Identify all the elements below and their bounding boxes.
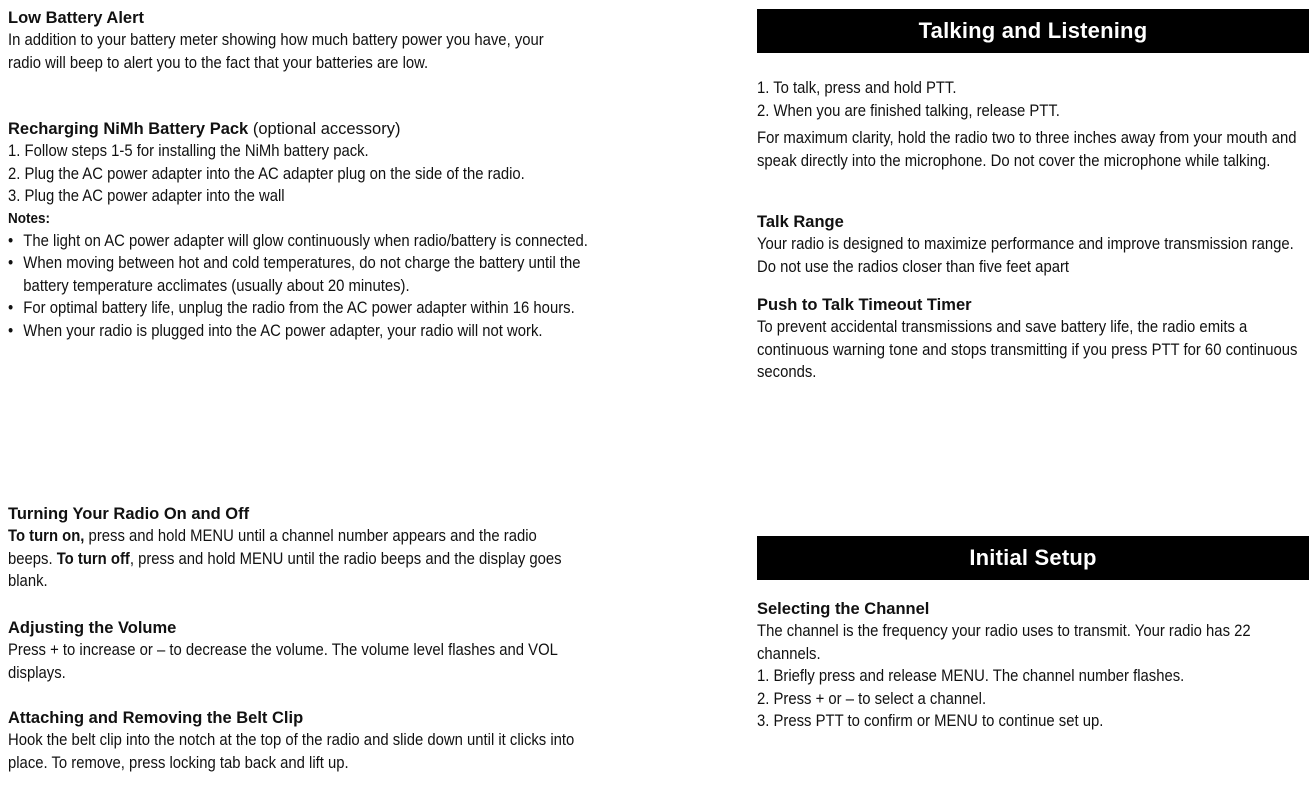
selecting-channel-heading: Selecting the Channel	[757, 600, 930, 618]
talking-step: 2. When you are finished talking, release PTT.	[757, 101, 1060, 120]
volume-heading: Adjusting the Volume	[8, 619, 177, 637]
ptt-timer-text: To prevent accidental transmissions and save battery life, the radio emits a continuous warning tone and stops transmitting if you press PTT for 60 continuous seconds.	[757, 318, 1298, 381]
talking-bar	[757, 9, 1309, 53]
recharging-step: 3. Plug the AC power adapter into the wall	[8, 187, 285, 205]
talking-section	[757, 77, 1309, 172]
recharging-section	[8, 119, 588, 342]
recharging-step: 1. Follow steps 1-5 for installing the NiMh battery pack.	[8, 142, 369, 160]
talk-range-text: Your radio is designed to maximize performance and improve transmission range. Do not use the radios closer than five feet apart	[757, 235, 1294, 276]
channel-step: 2. Press + or – to select a channel.	[757, 689, 987, 708]
note-item: • When your radio is plugged into the AC power adapter, your radio will not work.	[8, 320, 593, 343]
recharging-title: Recharging NiMh Battery Pack	[8, 120, 249, 138]
talking-section-title: Talking and Listening	[757, 9, 1309, 53]
belt-clip-section	[8, 708, 578, 774]
channel-step: 3. Press PTT to confirm or MENU to continue set up.	[757, 712, 1104, 730]
notes-list	[8, 230, 588, 343]
note-item: • The light on AC power adapter will glow continuously when radio/battery is connected.	[8, 230, 593, 253]
talking-steps	[757, 77, 1309, 122]
selecting-channel-text: The channel is the frequency your radio uses to transmit. Your radio has 22 channels.	[757, 622, 1251, 663]
recharging-title-suffix: (optional accessory)	[248, 120, 401, 138]
low-battery-text: In addition to your battery meter showing how much battery power you have, your radio will beep to alert you to the fact that your batteries are low.	[8, 31, 544, 72]
low-battery-section	[8, 8, 578, 74]
initial-setup-title: Initial Setup	[757, 536, 1309, 580]
belt-clip-heading: Attaching and Removing the Belt Clip	[8, 709, 304, 727]
recharging-heading	[8, 119, 578, 140]
note-item: • For optimal battery life, unplug the radio from the AC power adapter within 16 hours.	[8, 297, 593, 320]
initial-setup-bar	[757, 536, 1309, 580]
recharging-steps	[8, 140, 578, 208]
low-battery-heading: Low Battery Alert	[8, 9, 144, 27]
ptt-timer-section	[757, 295, 1309, 384]
notes-label: Notes:	[8, 209, 51, 227]
note-item: • When moving between hot and cold temperatures, do not charge the battery until the battery temperature acclimates (usually about 20 minutes).	[8, 252, 593, 297]
turning-on-off-section	[8, 504, 578, 593]
channel-steps	[757, 665, 1309, 733]
turning-on-off-text: To turn on, press and hold MENU until a channel number appears and the radio beeps. To turn off, press and hold MENU until the radio beeps and the display goes blank.	[8, 527, 562, 590]
talk-range-section	[757, 212, 1309, 278]
volume-section	[8, 618, 578, 684]
volume-text: Press + to increase or – to decrease the volume. The volume level flashes and VOL displays.	[8, 641, 558, 682]
recharging-step: 2. Plug the AC power adapter into the AC adapter plug on the side of the radio.	[8, 164, 525, 183]
talking-text: For maximum clarity, hold the radio two to three inches away from your mouth and speak directly into the microphone. Do not cover the microphone while talking.	[757, 129, 1297, 170]
talking-step: 1. To talk, press and hold PTT.	[757, 79, 957, 97]
initial-setup-section	[757, 599, 1309, 733]
talk-range-heading: Talk Range	[757, 213, 844, 231]
belt-clip-text: Hook the belt clip into the notch at the top of the radio and slide down until it clicks into place. To remove, press locking tab back and lift up.	[8, 731, 575, 772]
turning-on-off-heading: Turning Your Radio On and Off	[8, 505, 250, 523]
channel-step: 1. Briefly press and release MENU. The channel number flashes.	[757, 667, 1185, 685]
ptt-timer-heading: Push to Talk Timeout Timer	[757, 296, 972, 314]
